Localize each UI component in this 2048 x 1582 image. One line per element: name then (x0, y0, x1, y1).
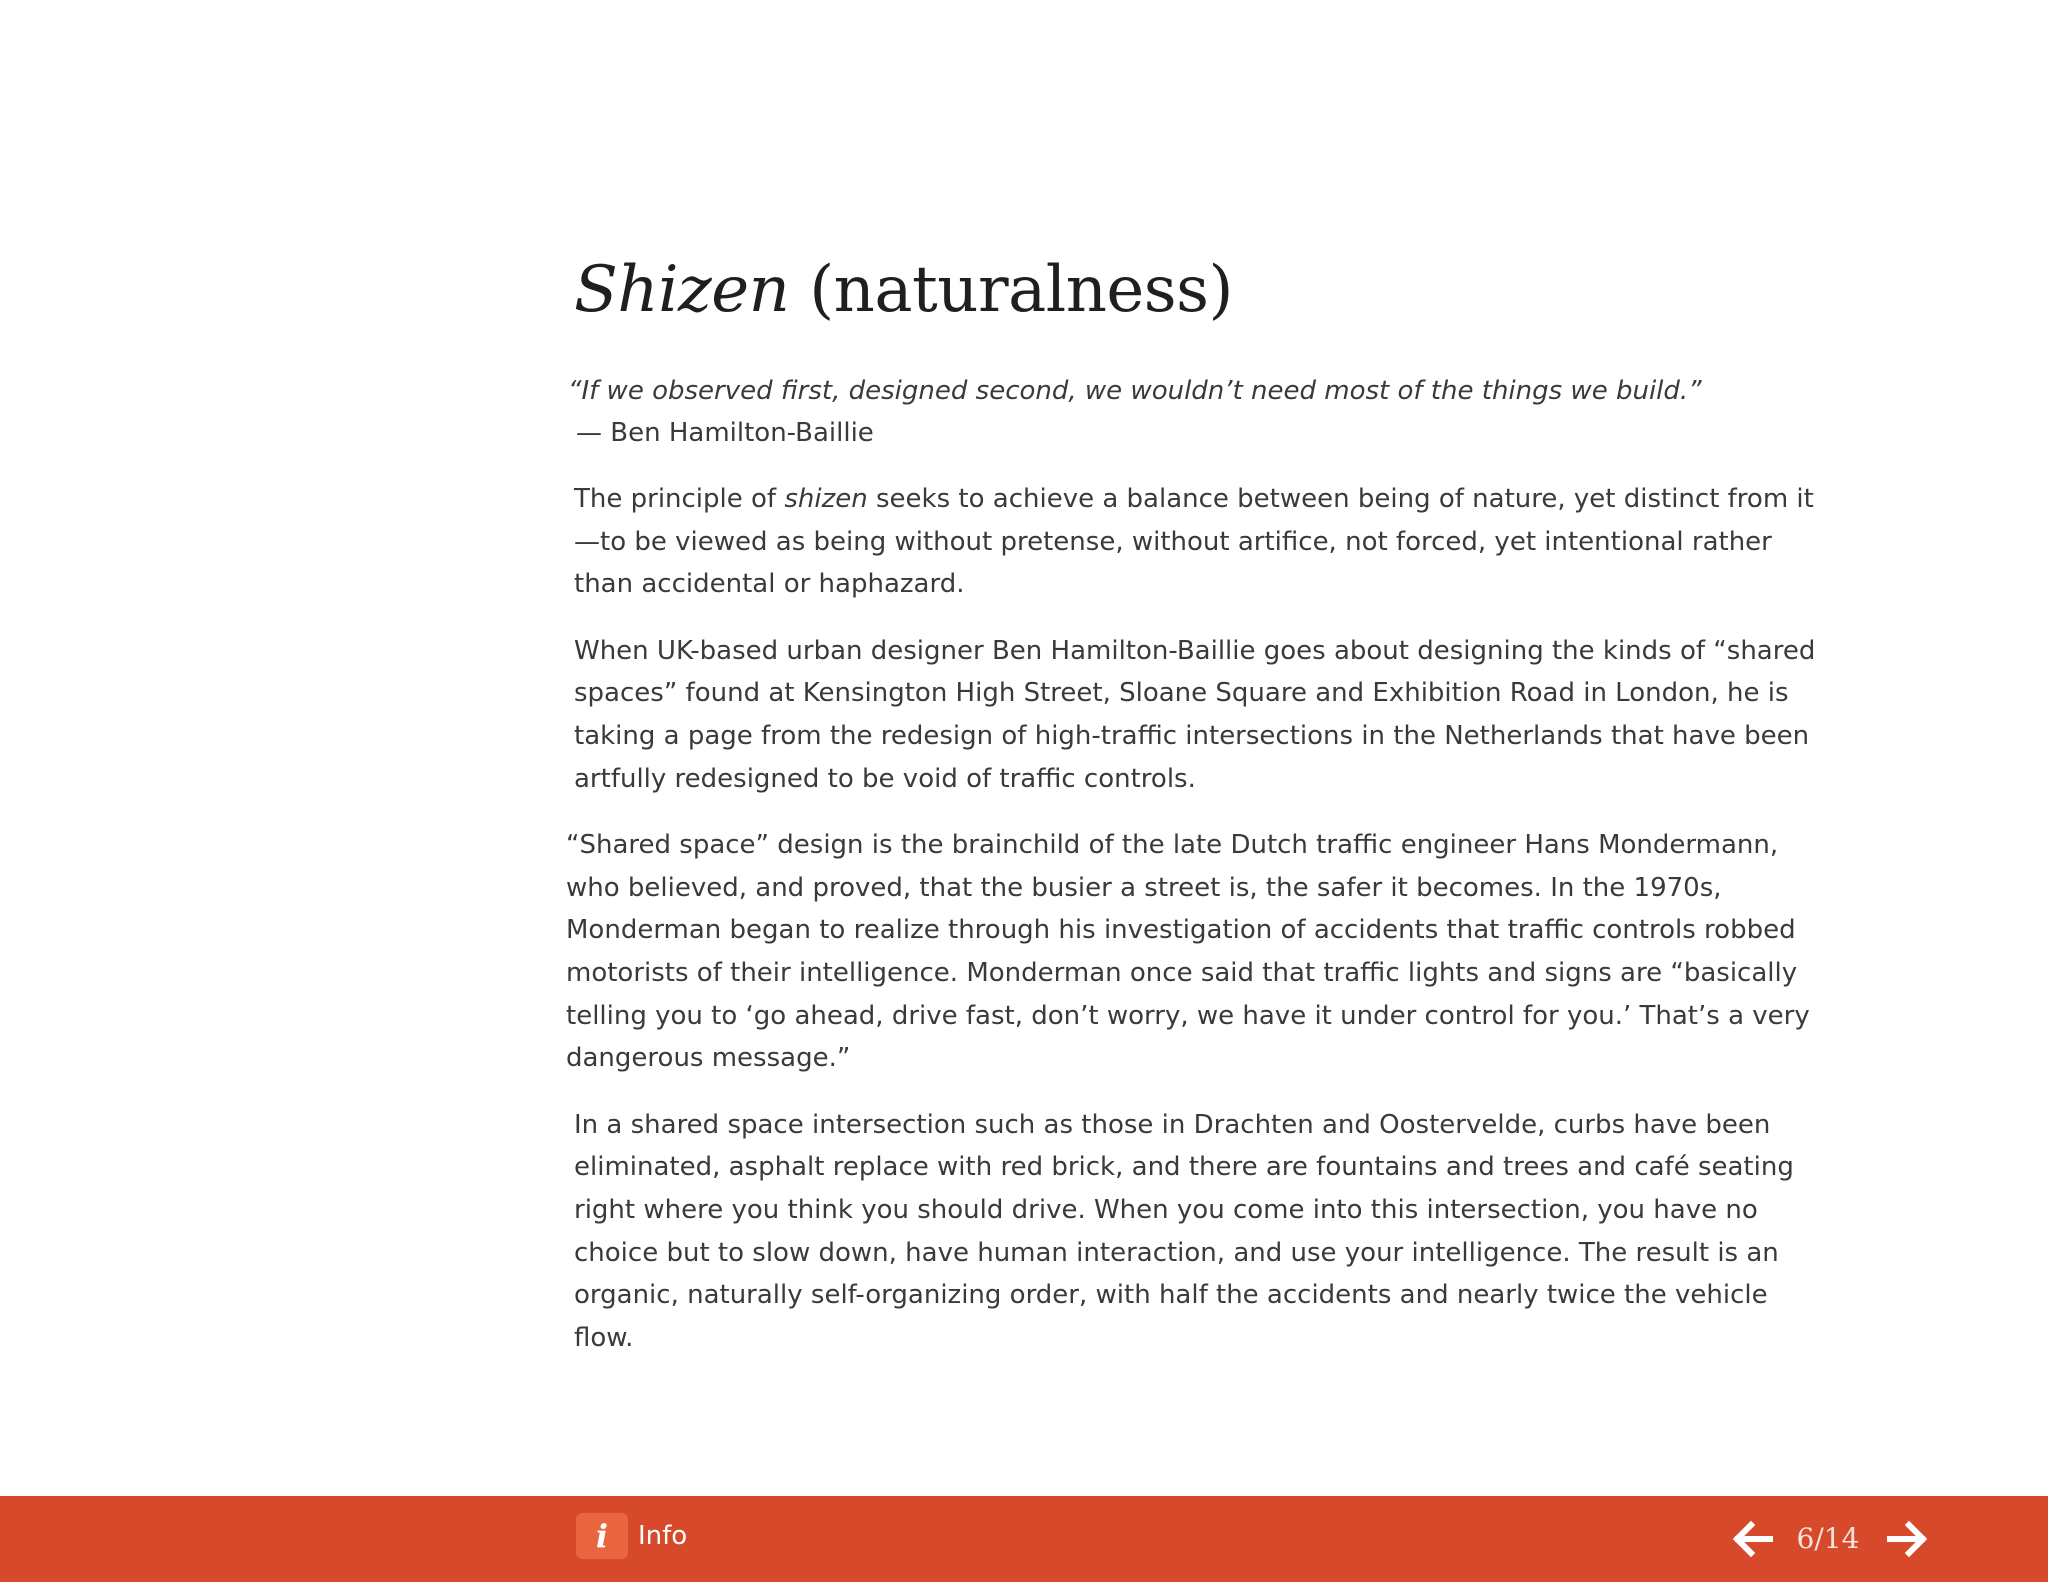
paragraph-text: The principle of (574, 484, 785, 514)
paragraph-italic-term: shizen (784, 484, 868, 514)
arrow-right-icon[interactable] (1884, 1516, 1930, 1562)
info-label: Info (638, 1521, 688, 1551)
paragraph-text: seeks to achieve a balance between being of nature, yet distinct from it—to be viewed as being without pretense, without artifice, not forced, yet intentional rather than accidental or haphazard. (574, 484, 1814, 600)
body-paragraph-2: When UK-based urban designer Ben Hamilton-Baillie goes about designing the kinds of “shared spaces” found at Kensington High Street, Sloane Square and Exhibition Road in London, he is taking a page from the redesign of high-traffic intersections in the Netherlands that have been artfully redesigned to be void of traffic controls. (574, 635, 1816, 794)
title-italic-term: Shizen (574, 253, 790, 327)
arrow-left-icon[interactable] (1730, 1516, 1776, 1562)
epigraph-attribution: — Ben Hamilton-Baillie (576, 418, 874, 448)
footer-bar (0, 1496, 2048, 1582)
page-title (574, 250, 1834, 330)
body-paragraph-1 (574, 478, 1834, 606)
body-paragraph-4: In a shared space intersection such as those in Drachten and Oostervelde, curbs have been eliminated, asphalt replace with red brick, and there are fountains and trees and café seating right where you think you should drive. When you come into this intersection, you have no choice but to slow down, have human interaction, and use your intelligence. The result is an organic, naturally self-organizing order, with half the accidents and nearly twice the vehicle flow. (574, 1109, 1794, 1353)
body-paragraph-3: “Shared space” design is the brainchild of the late Dutch traffic engineer Hans Mondermann, who believed, and proved, that the busier a street is, the safer it becomes. In the 1970s, Monderman began to realize through his investigation of accidents that traffic controls robbed motorists of their intelligence. Monderman once said that traffic lights and signs are “basically telling you to ‘go ahead, drive fast, don’t worry, we have it under control for you.’ That’s a very dangerous message.” (566, 830, 1810, 1074)
title-subtitle: (naturalness) (789, 253, 1233, 327)
info-icon: i (576, 1513, 628, 1559)
epigraph-quote: “If we observed first, designed second, we wouldn’t need most of the things we build.” (568, 376, 1702, 406)
info-button[interactable] (576, 1513, 687, 1559)
slide-content (566, 250, 1834, 1359)
page-indicator: 6/14 (1796, 1522, 1860, 1555)
